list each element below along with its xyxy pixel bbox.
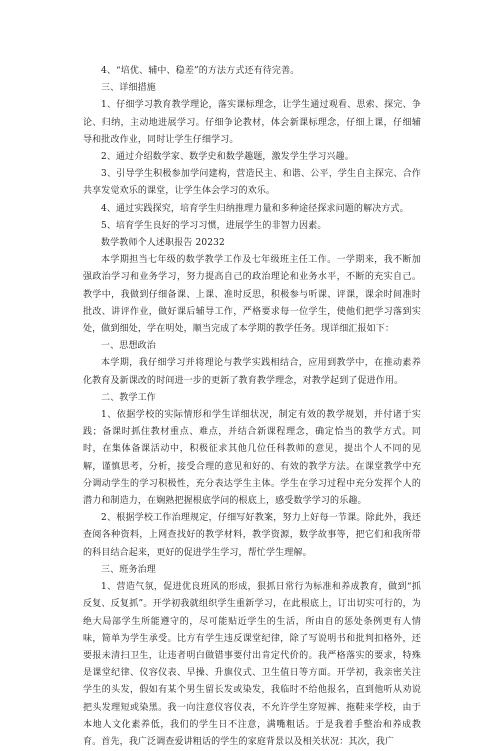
teaching-1: 1、依据学校的实际情形和学生详细状况，制定有效的教学规划，并付诸于实践；备课时抓住教材重点、难点，并结合新课程理念，确定恰当的教学方式。同时，在集体备课活动中，积极征求其他几位任科教师的意见，提出个人不同的见解，谨慎思考，分析，接受合理的意见和好的、有效的教学方法。在课堂教学中充分调动学生的学习积极性，充分表达学生主体。学生在学习过程中充分发挥个人的潜力和制造力，在娴熟把握根底学问的根底上，感受数学学习的乐趣。	[83, 410, 421, 507]
measure-2: 2、通过介绍数学家、数学史和数学趣题，激发学生学习兴趣。	[101, 152, 354, 163]
item-4-line: 4、“培优、辅中、稳差”的方法方式还有待完善。	[101, 66, 300, 76]
measure-1: 1、仔细学习教育教学理论，落实课标理念，让学生通过观看、思索、探完、争论、归纳，主动地进展学习。仔细争论教材，体会新课标理念，仔细上课，仔细辅导和批改作业，同时让学生仔细学习。	[83, 100, 421, 145]
measure-5: 5、培育学生良好的学习习惯，进展学生的非智力因素。	[101, 220, 327, 231]
section-heading-class: 三、班务治理	[101, 564, 156, 575]
section-heading-measures: 三、详细措施	[101, 83, 156, 94]
document-body	[83, 63, 421, 751]
section-heading-politics: 一、思想政治	[101, 341, 156, 352]
measure-3: 3、引导学生积极参加学问建构，营造民主、和谐、公平，学生自主探完、合作共享发觉欢乐的课堂，让学生体会学习的欢乐。	[83, 169, 421, 197]
intro-paragraph: 本学期担当七年级的数学教学工作及七年级班主任工作。一学期来，我不断加强政治学习和业务学习，努力提高自己的政治理论和业务水平，不断的充实自己。教学中，我做到仔细备课、上课、准时反思，积极参与听课、评课，课余时间准时批改、讲评作业，做好课后辅导工作，严格要求每一位学生，使他们把学习落到实处，做到细处，学在明处，顺当完成了本学期的教学任务。现详细汇报如下：	[83, 255, 421, 335]
class-1: 1、营造气氛，促进优良班风的形成，狠抓日常行为标准和养成教育，做到“抓反复、反复抓”。开学初我就组织学生重新学习，在此根底上，订出切实可行的，为绝大局部学生所能遵守的，尽可能贴近学生的生活，所由自的惩处条例更有人情味，简单为学生承受。比方有学生违反课堂纪律，除了写说明书和批判扣格外，还要报未清扫卫生，让违者明白做错事要付出肯定代价的。我严格落实的要求，特殊是课堂纪律、仪容仪表、早操、升旗仪式、卫生值日等方面。开学初，我亲密关注学生的头发，假如有某个男生留长发或染发，我临时不给他报名，直到他听从劝说把头发理短或染黑。我一向注意仪容仪表，不允许学生穿短裤、拖鞋来学校，由于本地人文化素养低，我们的学生日不注意，满嘴粗话。于是我着手整治和养成教育。首先，我广泛调查爱讲粗话的学生的家庭背景以及相关状况：其次，我广	[83, 582, 421, 747]
politics-paragraph: 本学期，我仔细学习并将理论与教学实践相结合，应用到教学中，在推动素养化教育及新课改的时间进一步的更新了教育教学理念，对教学起到了促进作用。	[83, 358, 421, 386]
teaching-2: 2、根据学校工作治理规定，仔细写好教案，努力上好每一节课。除此外，我还查阅各种资料，上网查找好的教学材料，教学资源，数学故事等，把它们和我所带的科目结合起来，更好的促进学生学习，帮忙学生理解。	[83, 513, 421, 558]
report-title: 数学教师个人述职报告 20232	[101, 238, 225, 249]
section-heading-teaching: 二、教学工作	[101, 392, 156, 403]
measure-4: 4、通过实践探究，培育学生归纳推理力量和多种途径探求问题的解决方式。	[101, 203, 409, 214]
